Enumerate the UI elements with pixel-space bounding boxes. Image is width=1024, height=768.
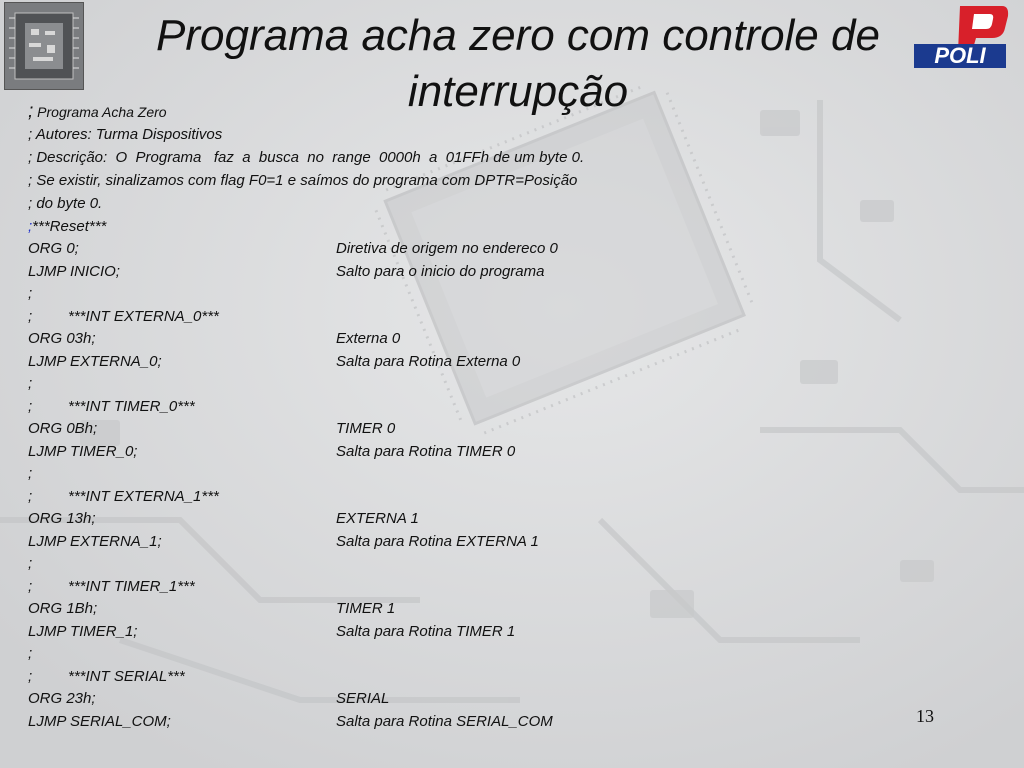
code-text: ; xyxy=(28,285,33,302)
code-row xyxy=(28,441,728,464)
code-instruction xyxy=(28,621,137,644)
code-row xyxy=(28,553,728,576)
code-comment: Salta para Rotina SERIAL_COM xyxy=(336,712,553,730)
code-row xyxy=(28,508,728,531)
code-text: ; xyxy=(28,465,33,482)
header-line xyxy=(28,100,728,123)
title-line-1: Programa acha zero com controle de xyxy=(156,11,880,60)
code-comment: EXTERNA 1 xyxy=(336,510,419,527)
chip-thumbnail-image xyxy=(4,2,84,90)
code-text: ***INT EXTERNA_1*** xyxy=(68,487,219,505)
code-instruction xyxy=(28,576,195,599)
header-text: Programa Acha Zero xyxy=(33,104,167,120)
code-text: ; xyxy=(28,555,33,572)
comment-semicolon: ; xyxy=(28,487,33,505)
code-instruction xyxy=(28,531,162,554)
code-text: ***INT TIMER_0*** xyxy=(68,397,195,415)
code-comment: Salta para Rotina TIMER 0 xyxy=(336,442,516,460)
code-instruction xyxy=(28,261,120,284)
code-text: ORG 0Bh; xyxy=(28,420,98,437)
header-line xyxy=(28,123,728,146)
code-text: LJMP TIMER_0; xyxy=(28,442,138,460)
header-text: ; Se existir, sinalizamos com flag F0=1 e saímos do programa com DPTR=Posição xyxy=(28,172,578,189)
code-comment: Salta para Rotina EXTERNA 1 xyxy=(336,532,539,550)
code-row xyxy=(28,396,728,419)
code-comment: TIMER 1 xyxy=(336,600,396,617)
code-row xyxy=(28,643,728,666)
code-text: ***INT TIMER_1*** xyxy=(68,577,195,595)
header-line xyxy=(28,192,728,215)
page-number: 13 xyxy=(916,706,934,726)
code-rows xyxy=(28,238,728,733)
header-text: ; Autores: Turma Dispositivos xyxy=(28,126,223,143)
code-instruction xyxy=(28,598,97,621)
code-instruction xyxy=(28,373,32,396)
code-row xyxy=(28,306,728,329)
code-text: ORG 03h; xyxy=(28,330,96,347)
code-comment: Salto para o inicio do programa xyxy=(336,262,545,280)
comment-semicolon: ; xyxy=(28,307,33,325)
comment-semicolon: ; xyxy=(28,667,33,685)
code-instruction xyxy=(28,396,195,419)
comment-semicolon: ; xyxy=(28,577,33,595)
header-line xyxy=(28,146,728,169)
code-comment: TIMER 0 xyxy=(336,420,396,437)
code-instruction xyxy=(28,553,32,576)
code-row xyxy=(28,351,728,374)
code-instruction xyxy=(28,508,96,531)
code-instruction xyxy=(28,486,219,509)
code-text: ***INT EXTERNA_0*** xyxy=(68,307,219,325)
header-semicolon: ; xyxy=(28,101,34,122)
code-instruction xyxy=(28,351,162,374)
code-row xyxy=(28,621,728,644)
code-instruction xyxy=(28,463,32,486)
comment-semicolon: ; xyxy=(28,397,33,415)
code-comment: Salta para Rotina TIMER 1 xyxy=(336,622,516,640)
code-text: ; xyxy=(28,375,33,392)
code-comment: Externa 0 xyxy=(336,330,401,347)
code-text: LJMP EXTERNA_1; xyxy=(28,532,162,550)
code-instruction xyxy=(28,643,32,666)
code-row xyxy=(28,418,728,441)
code-comment: Diretiva de origem no endereco 0 xyxy=(336,240,558,257)
header-semicolon: ; xyxy=(28,218,33,235)
code-text: ORG 1Bh; xyxy=(28,600,98,617)
code-text: ORG 13h; xyxy=(28,510,96,527)
header-line xyxy=(28,169,728,192)
code-row xyxy=(28,598,728,621)
code-instruction xyxy=(28,441,137,464)
header-line xyxy=(28,215,728,238)
code-text: LJMP TIMER_1; xyxy=(28,622,138,640)
code-listing xyxy=(28,100,728,733)
code-row xyxy=(28,666,728,689)
code-text: LJMP INICIO; xyxy=(28,262,120,280)
code-text: ORG 23h; xyxy=(28,690,96,707)
code-text: LJMP EXTERNA_0; xyxy=(28,352,162,370)
code-instruction xyxy=(28,711,171,734)
code-row xyxy=(28,261,728,284)
code-text: LJMP SERIAL_COM; xyxy=(28,712,171,730)
code-instruction xyxy=(28,238,79,261)
code-text: ORG 0; xyxy=(28,240,79,257)
header-text: ; Descrição: O Programa faz a busca no range 0000h a 01FFh de um byte 0. xyxy=(28,149,585,166)
code-row xyxy=(28,711,728,734)
code-instruction xyxy=(28,306,219,329)
code-text: ; xyxy=(28,645,33,662)
title-line-2: interrupção xyxy=(407,67,629,116)
code-row xyxy=(28,283,728,306)
code-instruction xyxy=(28,283,32,306)
code-row xyxy=(28,486,728,509)
code-row xyxy=(28,531,728,554)
code-row xyxy=(28,373,728,396)
code-instruction xyxy=(28,688,96,711)
code-row xyxy=(28,688,728,711)
code-comment: SERIAL xyxy=(336,690,390,707)
code-text: ***INT SERIAL*** xyxy=(68,667,185,685)
header-text: ***Reset*** xyxy=(32,218,107,235)
code-instruction xyxy=(28,666,185,689)
code-instruction xyxy=(28,328,96,351)
code-comment: Salta para Rotina Externa 0 xyxy=(336,352,521,370)
code-row xyxy=(28,463,728,486)
code-instruction xyxy=(28,418,97,441)
code-row xyxy=(28,238,728,261)
code-row xyxy=(28,576,728,599)
code-row xyxy=(28,328,728,351)
header-text: ; do byte 0. xyxy=(28,195,103,212)
logo-text: POLI xyxy=(934,43,986,68)
